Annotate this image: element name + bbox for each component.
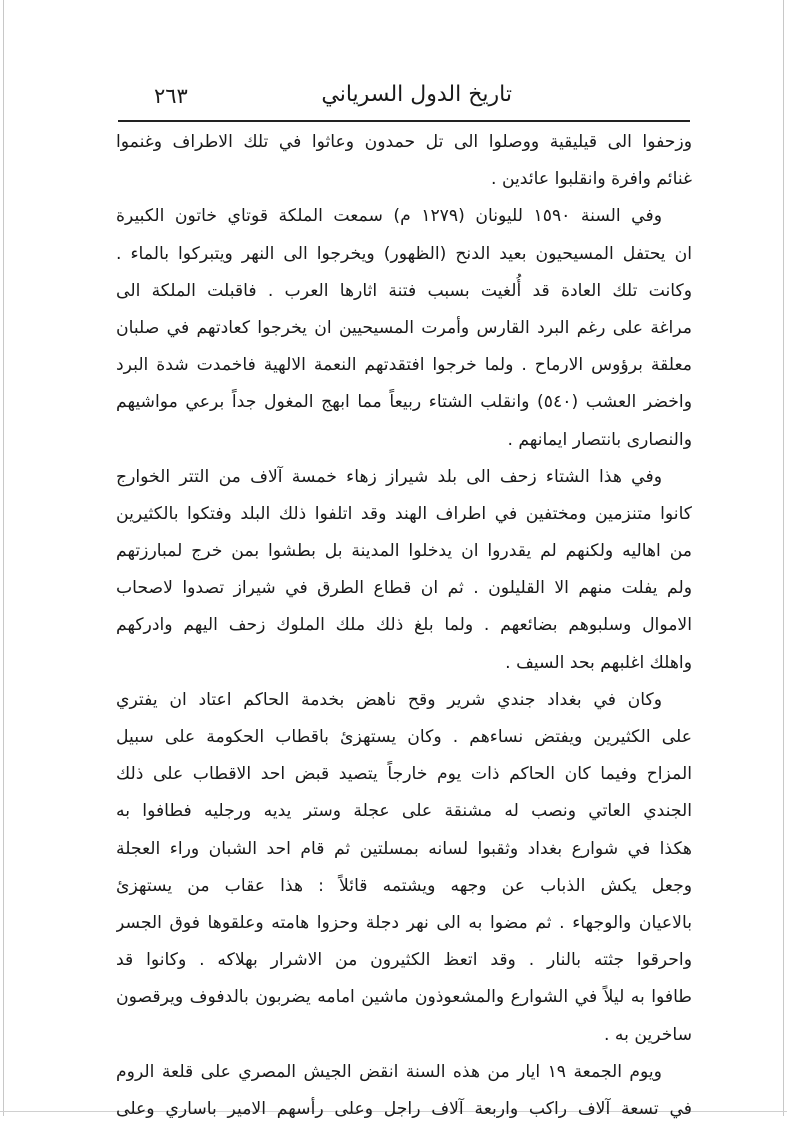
running-header <box>118 78 690 118</box>
text-line: المزاح وفيما كان الحاكم ذات يوم خارجاً يتصيد قبض احد الاقطاب على ذلك <box>116 764 692 785</box>
text-line: ولم يفلت منهم الا القليلون . ثم ان قطاع الطرق في شيراز تصدوا لاصحاب <box>116 578 692 599</box>
text-line: مراغة على رغم البرد القارس وأمرت المسيحيين ان يخرجوا كعادتهم في صلبان <box>116 317 692 338</box>
text-line: غنائم وافرة وانقلبوا عائدين . <box>491 169 692 190</box>
scan-frame-right <box>783 0 784 1116</box>
text-line: وفي هذا الشتاء زحف الى بلد شيراز زهاء خمسة آلاف من التتر الخوارج <box>116 466 662 487</box>
text-line: في تسعة آلاف راكب واربعة آلاف راجل وعلى رأسهم الامير باساري وعلى <box>116 1098 692 1119</box>
text-line: وجعل يكش الذباب عن وجهه ويشتمه قائلاً : هذا عقاب من يستهزئ <box>116 875 692 896</box>
header-rule <box>118 120 690 122</box>
page-number: ٢٦٣ <box>154 84 188 108</box>
text-line: الاموال وسلبوهم بضائعهم . ولما بلغ ذلك ملك الملوك زحف اليهم وادركهم <box>116 615 692 636</box>
text-line: كانوا متنزمين ومختفين في اطراف الهند وقد اتلفوا ذلك البلد وفتكوا بالكثيرين <box>116 503 692 524</box>
scan-frame-left <box>3 0 4 1116</box>
text-line: واحرقوا جثته بالنار . وقد اتعظ الكثيرون من الاشرار بهلاكه . وكانوا قد <box>116 950 692 971</box>
text-line: والنصارى بانتصار ايمانهم . <box>507 429 692 450</box>
text-line: وزحفوا الى قيليقية ووصلوا الى تل حمدون وعاثوا في تلك الاطراف وغنموا <box>116 132 692 152</box>
text-line: طافوا به ليلاً في الشوارع والمشعوذون ماشين امامه يضربون بالدفوف ويرقصون <box>116 987 692 1008</box>
body-text <box>116 124 692 1128</box>
text-line: بالاعيان والوجهاء . ثم مضوا به الى نهر دجلة وحزوا هامته وعلقوها فوق الجسر <box>116 912 692 933</box>
text-line: الجندي العاتي ونصب له مشنقة على عجلة وستر يديه ورجليه فطافوا به <box>116 801 692 822</box>
text-line: ان يحتفل المسيحيون بعيد الدنح (الظهور) ويخرجوا الى النهر ويتبركوا بالماء . <box>116 243 692 264</box>
text-line: ويوم الجمعة ١٩ ايار من هذه السنة انقض الجيش المصري على قلعة الروم <box>116 1061 662 1082</box>
text-line: هكذا في شوارع بغداد وثقبوا لسانه بمسلتين ثم قام احد الشبان وراء العجلة <box>116 838 692 859</box>
text-line: وكان في بغداد جندي شرير وقح ناهض بخدمة الحاكم اعتاد ان يفتري <box>116 689 662 710</box>
text-line: ساخرين به . <box>603 1024 692 1045</box>
text-line: وكانت تلك العادة قد أُلغيت بسبب فتنة اثارها العرب . فاقبلت الملكة الى <box>116 280 692 301</box>
running-title: تاريخ الدول السرياني <box>321 82 512 107</box>
text-line: على الكثيرين ويفتض نساءهم . وكان يستهزئ باقطاب الحكومة على سبيل <box>116 727 692 747</box>
text-line: من اهاليه ولكنهم لم يقدروا ان يدخلوا المدينة بل بطشوا بمن خرج لمبارزتهم <box>116 541 692 562</box>
text-line: واخضر العشب (٥٤٠) وانقلب الشتاء ربيعاً مما ابهج المغول جداً برعي مواشيهم <box>116 392 692 413</box>
text-line: واهلك اغلبهم بحد السيف . <box>505 652 692 673</box>
text-line: وفي السنة ١٥٩٠ لليونان (١٢٧٩ م) سمعت الملكة قوتاي خاتون الكبيرة <box>116 206 662 227</box>
text-line: معلقة برؤوس الارماح . ولما خرجوا افتقدتهم النعمة الالهية فاخمدت شدة البرد <box>116 355 692 376</box>
